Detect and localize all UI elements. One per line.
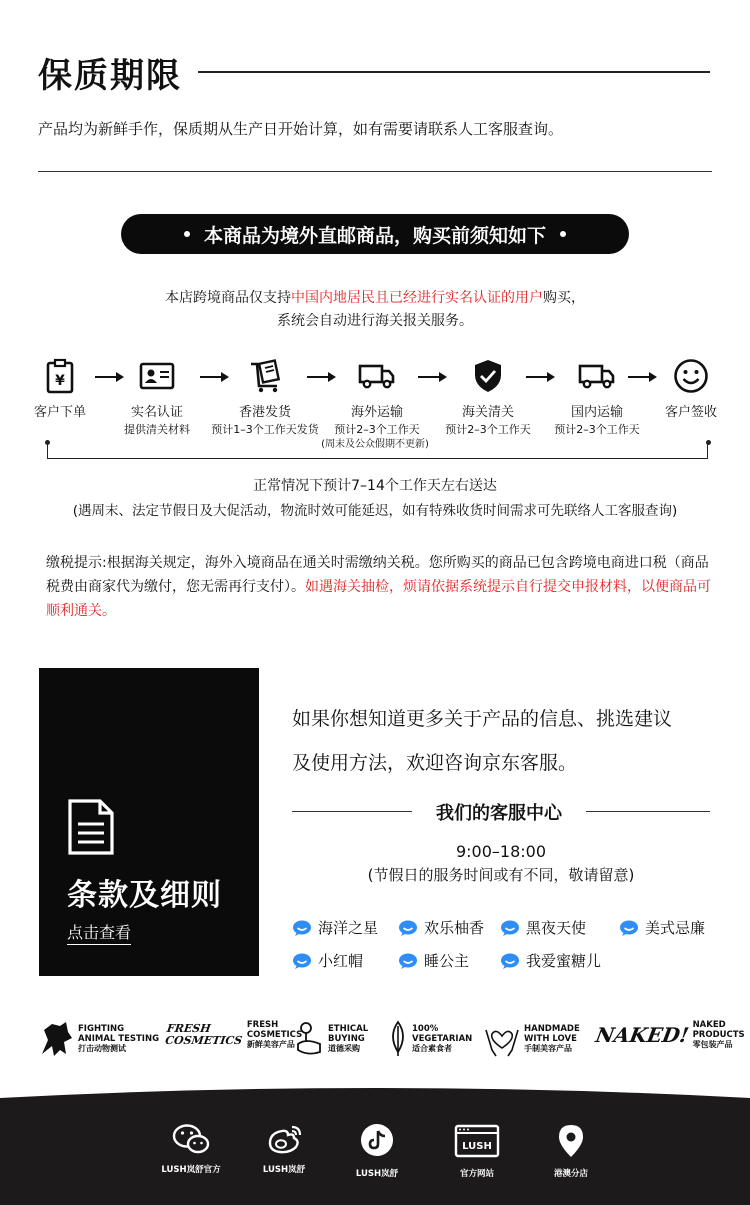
step-label: 客户下单 [33, 405, 86, 420]
agent-name: 海洋之星 [318, 919, 379, 937]
divider [292, 811, 412, 812]
logo-text: COSMETICS [164, 1034, 244, 1047]
agent-name: 睡公主 [424, 952, 470, 970]
value-en: PRODUCTS [692, 1030, 745, 1040]
hands-heart-icon [484, 1020, 520, 1058]
footer-label: LUSH岚舒 [355, 1169, 399, 1179]
value-en: FIGHTING [78, 1024, 125, 1034]
value-badge-handmade [484, 1020, 580, 1058]
value-badge-vegetarian [388, 1020, 472, 1058]
step-id-verify [97, 356, 217, 437]
footer-link-tiktok[interactable] [337, 1123, 417, 1179]
value-en: 100% [412, 1024, 439, 1034]
value-en: BUYING [328, 1034, 365, 1044]
chat-bubble-icon [292, 920, 312, 936]
bullet-dot [184, 231, 190, 237]
value-en: FRESH [246, 1020, 279, 1030]
lion-icon [38, 1020, 74, 1058]
section-divider [38, 171, 712, 172]
intro-text: 购买， [543, 290, 585, 306]
value-en: ANIMAL TESTING [78, 1034, 160, 1044]
chat-bubble-icon [398, 953, 418, 969]
chat-bubble-icon [619, 920, 639, 936]
arrow-right-icon [526, 372, 556, 382]
banner-text: 本商品为境外直邮商品，购买前须知如下 [203, 224, 546, 247]
agent-name: 我爱蜜糖儿 [526, 952, 602, 970]
step-label: 国内运输 [570, 405, 623, 420]
chat-bubble-icon [398, 920, 418, 936]
website-icon-text: LUSH [462, 1141, 492, 1152]
service-center-title: 我们的客服中心 [436, 803, 562, 824]
agent-chat-link[interactable] [398, 917, 484, 938]
arrow-right-icon [95, 372, 125, 382]
info-text [292, 697, 722, 785]
arrow-right-icon [200, 372, 230, 382]
wechat-icon [171, 1123, 211, 1155]
value-badge-naked [593, 1020, 745, 1050]
logo-text: FRESH [166, 1022, 212, 1035]
footer-link-weibo[interactable] [244, 1123, 324, 1175]
step-sub: 预计1–3个工作天发货 [211, 423, 319, 436]
arrow-right-icon [628, 372, 658, 382]
footer-label: 官方网站 [459, 1169, 494, 1179]
arrow-right-icon [418, 372, 448, 382]
footer-link-hk-stores[interactable] [531, 1123, 611, 1179]
view-terms-link[interactable]: 点击查看 [67, 920, 131, 945]
fresh-cosmetics-logo [164, 1023, 244, 1047]
agent-chat-link[interactable] [619, 917, 705, 938]
tax-notice [46, 551, 716, 623]
step-receive [631, 356, 750, 420]
delivery-note: (遇周末、法定节假日及大促活动，物流时效可能延迟，如有特殊收货时间需求可先联络人工客服查询) [72, 503, 678, 519]
value-cn: 道德采购 [328, 1044, 360, 1053]
footer-label: LUSH岚舒 [262, 1165, 306, 1175]
intro-line-2: 系统会自动进行海关报关服务。 [277, 313, 473, 329]
agent-name: 欢乐柚香 [424, 919, 485, 937]
terms-card[interactable] [39, 668, 259, 976]
tax-highlight: 如遇海关抽检，烦请依据系统提示自行提交申报材料，以便商品可顺利通关。 [46, 579, 711, 619]
service-hours: 9:00–18:00 [455, 842, 547, 861]
agent-name: 美式忌廉 [645, 919, 706, 937]
info-line: 如果你想知道更多关于产品的信息、挑选建议 [292, 708, 673, 730]
step-label: 香港发货 [238, 405, 291, 420]
step-label: 海关清关 [461, 405, 514, 420]
value-badge-ethical [294, 1020, 368, 1058]
brand-values-row [38, 1020, 745, 1064]
step-sub: 预计2–3个工作天 [334, 423, 420, 436]
cross-border-notice-banner [121, 214, 629, 254]
value-en: COSMETICS [246, 1030, 303, 1040]
naked-logo: NAKED! [593, 1023, 691, 1047]
location-pin-icon [551, 1123, 591, 1159]
value-badge-animal-testing [38, 1020, 159, 1058]
value-en: NAKED [692, 1020, 726, 1030]
value-cn: 手制美容产品 [524, 1044, 572, 1053]
chat-bubble-icon [500, 953, 520, 969]
value-en: WITH LOVE [524, 1034, 577, 1044]
info-line: 及使用方法，欢迎咨询京东客服。 [292, 752, 578, 774]
value-en: VEGETARIAN [412, 1034, 473, 1044]
leaf-icon [388, 1020, 408, 1058]
hand-flower-icon [294, 1020, 324, 1058]
value-badge-fresh [166, 1020, 302, 1050]
agent-name: 黑夜天使 [526, 919, 587, 937]
footer-link-wechat[interactable] [151, 1123, 231, 1175]
chat-bubble-icon [500, 920, 520, 936]
intro-text: 本店跨境商品仅支持 [165, 290, 291, 306]
step-sub: 预计2–3个工作天 [554, 423, 640, 436]
value-cn: 适合素食者 [412, 1044, 452, 1053]
service-hours-note: (节假日的服务时间或有不同，敬请留意) [367, 866, 635, 884]
step-hk-ship [205, 356, 325, 437]
bracket-dot [706, 440, 711, 445]
step-sub: 提供清关材料 [124, 423, 190, 436]
agent-chat-link[interactable] [398, 950, 469, 971]
agent-chat-link[interactable] [500, 950, 601, 971]
step-customs [428, 356, 548, 437]
intro-line-1 [0, 287, 750, 309]
steps-note: (周末及公众假期不更新) [321, 439, 429, 450]
tiktok-icon [357, 1123, 397, 1159]
terms-title: 条款及细则 [67, 878, 222, 913]
delivery-estimate: 正常情况下预计7–14个工作天左右送达 [253, 478, 497, 494]
footer-label: 港澳分店 [553, 1169, 588, 1179]
value-en: HANDMADE [524, 1024, 580, 1034]
svg-text:¥: ¥ [55, 373, 65, 389]
lush-website-icon [454, 1123, 500, 1159]
chat-bubble-icon [292, 953, 312, 969]
intro-highlight: 中国内地居民且已经进行实名认证的用户 [291, 290, 543, 306]
agent-chat-link[interactable] [292, 917, 378, 938]
step-label: 实名认证 [130, 405, 183, 420]
weibo-icon [264, 1123, 304, 1155]
footer-curve [0, 1084, 750, 1114]
value-cn: 新鲜美容产品 [246, 1040, 295, 1049]
agent-chat-link[interactable] [500, 917, 586, 938]
shelf-life-description: 产品均为新鲜手作，保质期从生产日开始计算，如有需要请联系人工客服查询。 [38, 120, 564, 138]
agent-name: 小红帽 [318, 952, 364, 970]
divider [586, 811, 710, 812]
tax-text: 缴税提示:根据海关规定，海外入境商品在通关时需缴纳关税。您所购买的商品已包含跨境电商进口税（商品税费由商家代为缴付，您无需再行支付）。 [46, 555, 709, 595]
value-cn: 零包装产品 [692, 1040, 733, 1049]
value-en: ETHICAL [328, 1024, 369, 1034]
footer-link-website[interactable] [437, 1123, 517, 1179]
title-divider [198, 71, 710, 73]
arrow-right-icon [307, 372, 337, 382]
agent-chat-link[interactable] [292, 950, 363, 971]
bullet-dot [560, 231, 566, 237]
footer-label: LUSH岚舒官方 [161, 1165, 221, 1175]
document-icon [67, 798, 115, 856]
bracket-dot [45, 440, 50, 445]
value-cn: 打击动物测试 [78, 1044, 126, 1053]
step-sub: 预计2–3个工作天 [445, 423, 531, 436]
step-label: 海外运输 [350, 405, 403, 420]
step-label: 客户签收 [664, 405, 717, 420]
section-title-shelf-life: 保质期限 [38, 56, 182, 96]
step-overseas [317, 356, 437, 437]
